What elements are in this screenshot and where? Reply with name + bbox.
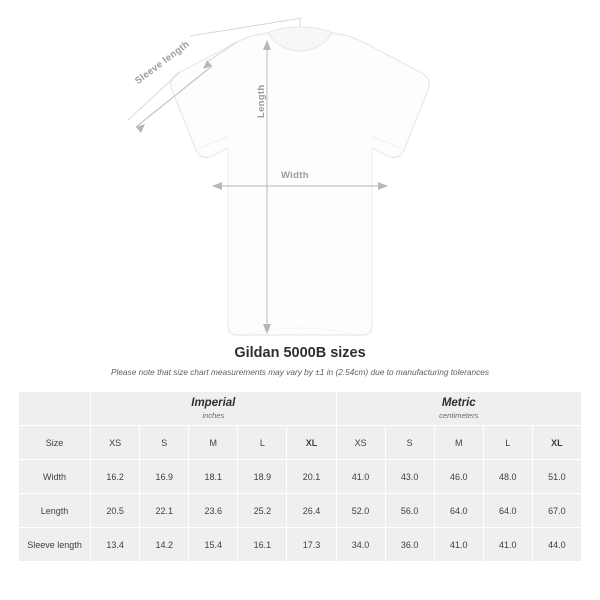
cell-sleeve-imperial-xs: 13.4 <box>91 528 140 562</box>
size-header-metric-l: L <box>483 426 532 460</box>
unit-group-imperial-name: Imperial <box>191 397 236 410</box>
size-header-imperial-l: L <box>238 426 287 460</box>
size-header-metric-xs: XS <box>336 426 385 460</box>
size-header-imperial-xl: XL <box>287 426 336 460</box>
size-header-imperial-s: S <box>140 426 189 460</box>
cell-length-metric-xl: 67.0 <box>532 494 581 528</box>
cell-width-metric-l: 48.0 <box>483 460 532 494</box>
cell-width-metric-m: 46.0 <box>434 460 483 494</box>
cell-width-metric-xl: 51.0 <box>532 460 581 494</box>
row-label-width: Width <box>19 460 91 494</box>
cell-sleeve-imperial-xl: 17.3 <box>287 528 336 562</box>
size-table-wrap <box>18 391 582 562</box>
cell-sleeve-metric-xl: 44.0 <box>532 528 581 562</box>
page-title: Gildan 5000B sizes <box>234 345 366 361</box>
unit-group-imperial-sub: inches <box>202 410 225 420</box>
cell-length-metric-s: 56.0 <box>385 494 434 528</box>
table-row <box>19 494 582 528</box>
cell-length-imperial-s: 22.1 <box>140 494 189 528</box>
cell-width-imperial-xl: 20.1 <box>287 460 336 494</box>
cell-sleeve-imperial-l: 16.1 <box>238 528 287 562</box>
tolerance-note: Please note that size chart measurements may vary by ±1 in (2.54cm) due to manufacturing tolerances <box>110 367 490 377</box>
sleeve-length-label: Sleeve length <box>133 38 192 87</box>
size-header-imperial-m: M <box>189 426 238 460</box>
cell-sleeve-imperial-s: 14.2 <box>140 528 189 562</box>
length-label: Length <box>256 84 267 118</box>
unit-group-metric <box>336 392 581 426</box>
size-header-metric-s: S <box>385 426 434 460</box>
size-header-label: Size <box>19 426 91 460</box>
tshirt-shape <box>171 27 429 335</box>
cell-sleeve-metric-l: 41.0 <box>483 528 532 562</box>
cell-length-imperial-xs: 20.5 <box>91 494 140 528</box>
size-header-imperial-xs: XS <box>91 426 140 460</box>
cell-width-imperial-l: 18.9 <box>238 460 287 494</box>
unit-group-metric-name: Metric <box>441 397 476 410</box>
cell-width-imperial-xs: 16.2 <box>91 460 140 494</box>
cell-length-imperial-xl: 26.4 <box>287 494 336 528</box>
cell-sleeve-metric-s: 36.0 <box>385 528 434 562</box>
cell-width-metric-xs: 41.0 <box>336 460 385 494</box>
chart-heading <box>0 345 600 377</box>
cell-width-metric-s: 43.0 <box>385 460 434 494</box>
row-label-length: Length <box>19 494 91 528</box>
unit-corner-cell <box>19 392 91 426</box>
cell-length-metric-l: 64.0 <box>483 494 532 528</box>
table-size-header-row <box>19 426 582 460</box>
cell-width-imperial-s: 16.9 <box>140 460 189 494</box>
cell-length-metric-m: 64.0 <box>434 494 483 528</box>
cell-sleeve-metric-xs: 34.0 <box>336 528 385 562</box>
size-header-metric-m: M <box>434 426 483 460</box>
unit-group-metric-sub: centimeters <box>439 410 479 420</box>
row-label-sleeve-length: Sleeve length <box>19 528 91 562</box>
cell-length-imperial-m: 23.6 <box>189 494 238 528</box>
width-label: Width <box>281 170 309 181</box>
cell-width-imperial-m: 18.1 <box>189 460 238 494</box>
unit-group-imperial <box>91 392 336 426</box>
size-header-metric-xl: XL <box>532 426 581 460</box>
table-unit-row <box>19 392 582 426</box>
table-row <box>19 460 582 494</box>
cell-sleeve-imperial-m: 15.4 <box>189 528 238 562</box>
table-row <box>19 528 582 562</box>
cell-sleeve-metric-m: 41.0 <box>434 528 483 562</box>
cell-length-imperial-l: 25.2 <box>238 494 287 528</box>
cell-length-metric-xs: 52.0 <box>336 494 385 528</box>
size-chart-table <box>18 391 582 562</box>
